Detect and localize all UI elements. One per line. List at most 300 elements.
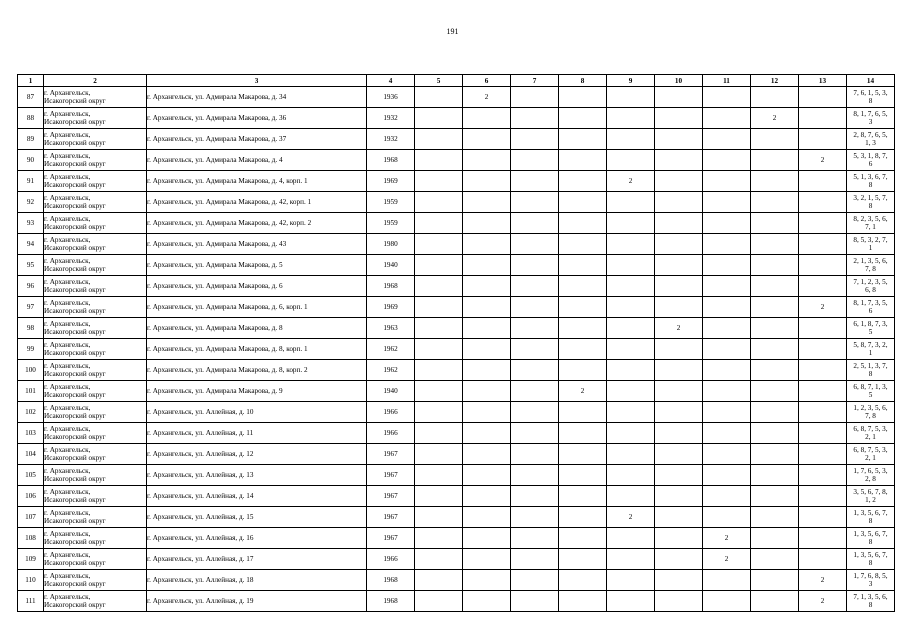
sequence-line-2: 1 — [868, 244, 873, 252]
value-cell-col-11 — [703, 570, 751, 591]
value-cell-col-8 — [559, 192, 607, 213]
location-district: Исакогорский округ — [44, 139, 106, 147]
row-number: 106 — [18, 486, 44, 507]
sequence-line-2: 8 — [868, 370, 873, 378]
value-cell-col-7 — [511, 255, 559, 276]
value-cell-col-5 — [415, 507, 463, 528]
value-cell-col-7 — [511, 213, 559, 234]
table-row — [18, 129, 895, 150]
row-number: 101 — [18, 381, 44, 402]
value-cell-col-13 — [799, 465, 847, 486]
value-cell-col-13 — [799, 129, 847, 150]
row-number: 103 — [18, 423, 44, 444]
row-number: 94 — [18, 234, 44, 255]
year-cell: 1969 — [367, 171, 415, 192]
header-row — [18, 75, 895, 87]
table-row — [18, 276, 895, 297]
value-cell-col-5 — [415, 339, 463, 360]
value-cell-col-11 — [703, 213, 751, 234]
column-header: 9 — [607, 75, 655, 87]
value-cell-col-7 — [511, 108, 559, 129]
address-cell: г. Архангельск, ул. Аллейная, д. 17 — [147, 549, 367, 570]
location-cell — [44, 360, 147, 381]
location-cell — [44, 150, 147, 171]
value-cell-col-12 — [751, 150, 799, 171]
value-cell-col-9 — [607, 255, 655, 276]
value-cell-col-9 — [607, 381, 655, 402]
value-cell-col-9: 2 — [607, 507, 655, 528]
value-cell-col-6 — [463, 150, 511, 171]
address-cell: г. Архангельск, ул. Адмирала Макарова, д. 8, корп. 1 — [147, 339, 367, 360]
value-cell-col-12 — [751, 402, 799, 423]
location-city: г. Архангельск, — [44, 425, 91, 433]
location-city: г. Архангельск, — [44, 299, 91, 307]
value-cell-col-8 — [559, 486, 607, 507]
address-cell: г. Архангельск, ул. Адмирала Макарова, д. 6, корп. 1 — [147, 297, 367, 318]
table-row — [18, 234, 895, 255]
row-number: 110 — [18, 570, 44, 591]
value-cell-col-13 — [799, 381, 847, 402]
value-cell-col-11 — [703, 339, 751, 360]
row-number: 104 — [18, 444, 44, 465]
row-number: 91 — [18, 171, 44, 192]
value-cell-col-12 — [751, 528, 799, 549]
sequence-line-2: 2, 1 — [865, 454, 876, 462]
sequence-cell — [847, 549, 895, 570]
sequence-line-2: 7, 1 — [865, 223, 876, 231]
table-row — [18, 570, 895, 591]
value-cell-col-13 — [799, 318, 847, 339]
value-cell-col-6 — [463, 192, 511, 213]
value-cell-col-7 — [511, 570, 559, 591]
value-cell-col-13 — [799, 87, 847, 108]
sequence-line-2: 7, 8 — [865, 412, 876, 420]
address-cell: г. Архангельск, ул. Адмирала Макарова, д. 43 — [147, 234, 367, 255]
location-cell — [44, 486, 147, 507]
housing-table — [17, 74, 895, 612]
year-cell: 1967 — [367, 444, 415, 465]
value-cell-col-6 — [463, 108, 511, 129]
value-cell-col-8 — [559, 171, 607, 192]
value-cell-col-6 — [463, 423, 511, 444]
location-district: Исакогорский округ — [44, 538, 106, 546]
sequence-line-1: 1, 7, 6, 5, 3, — [853, 467, 888, 475]
value-cell-col-6 — [463, 465, 511, 486]
location-city: г. Архангельск, — [44, 173, 91, 181]
location-city: г. Архангельск, — [44, 320, 91, 328]
value-cell-col-7 — [511, 276, 559, 297]
location-district: Исакогорский округ — [44, 559, 106, 567]
table-row — [18, 339, 895, 360]
value-cell-col-11 — [703, 444, 751, 465]
value-cell-col-10 — [655, 297, 703, 318]
sequence-line-1: 3, 5, 6, 7, 8, — [853, 488, 888, 496]
value-cell-col-11 — [703, 108, 751, 129]
location-cell — [44, 129, 147, 150]
sequence-cell — [847, 444, 895, 465]
value-cell-col-11 — [703, 591, 751, 612]
address-cell: г. Архангельск, ул. Аллейная, д. 15 — [147, 507, 367, 528]
value-cell-col-8 — [559, 213, 607, 234]
value-cell-col-5 — [415, 171, 463, 192]
value-cell-col-8 — [559, 255, 607, 276]
value-cell-col-7 — [511, 549, 559, 570]
row-number: 102 — [18, 402, 44, 423]
row-number: 99 — [18, 339, 44, 360]
sequence-line-2: 6 — [868, 160, 873, 168]
sequence-line-2: 2, 8 — [865, 475, 876, 483]
table-row — [18, 549, 895, 570]
sequence-line-1: 1, 7, 6, 8, 5, — [853, 572, 888, 580]
row-number: 107 — [18, 507, 44, 528]
value-cell-col-6 — [463, 129, 511, 150]
column-header: 1 — [18, 75, 44, 87]
value-cell-col-8 — [559, 318, 607, 339]
value-cell-col-10 — [655, 255, 703, 276]
value-cell-col-11 — [703, 297, 751, 318]
table-row — [18, 507, 895, 528]
value-cell-col-8: 2 — [559, 381, 607, 402]
location-city: г. Архангельск, — [44, 572, 91, 580]
address-cell: г. Архангельск, ул. Адмирала Макарова, д. 4, корп. 1 — [147, 171, 367, 192]
value-cell-col-10 — [655, 339, 703, 360]
value-cell-col-11 — [703, 276, 751, 297]
location-city: г. Архангельск, — [44, 110, 91, 118]
location-cell — [44, 276, 147, 297]
value-cell-col-11 — [703, 171, 751, 192]
address-cell: г. Архангельск, ул. Адмирала Макарова, д. 42, корп. 2 — [147, 213, 367, 234]
year-cell: 1968 — [367, 570, 415, 591]
year-cell: 1969 — [367, 297, 415, 318]
row-number: 92 — [18, 192, 44, 213]
sequence-line-1: 1, 3, 5, 6, 7, — [853, 509, 888, 517]
year-cell: 1980 — [367, 234, 415, 255]
location-city: г. Архангельск, — [44, 236, 91, 244]
value-cell-col-7 — [511, 192, 559, 213]
sequence-line-1: 7, 1, 3, 5, 6, — [853, 593, 888, 601]
value-cell-col-5 — [415, 318, 463, 339]
value-cell-col-10 — [655, 360, 703, 381]
value-cell-col-9 — [607, 423, 655, 444]
sequence-line-1: 7, 1, 2, 3, 5, — [853, 278, 888, 286]
value-cell-col-8 — [559, 360, 607, 381]
location-city: г. Архангельск, — [44, 215, 91, 223]
location-city: г. Архангельск, — [44, 593, 91, 601]
value-cell-col-11 — [703, 402, 751, 423]
value-cell-col-11 — [703, 150, 751, 171]
value-cell-col-5 — [415, 360, 463, 381]
value-cell-col-11 — [703, 423, 751, 444]
location-cell — [44, 234, 147, 255]
location-district: Исакогорский округ — [44, 307, 106, 315]
year-cell: 1962 — [367, 360, 415, 381]
value-cell-col-8 — [559, 150, 607, 171]
value-cell-col-12 — [751, 360, 799, 381]
value-cell-col-11 — [703, 318, 751, 339]
value-cell-col-12 — [751, 297, 799, 318]
sequence-line-2: 8 — [868, 538, 873, 546]
value-cell-col-6 — [463, 486, 511, 507]
value-cell-col-7 — [511, 129, 559, 150]
sequence-line-2: 8 — [868, 97, 873, 105]
value-cell-col-11 — [703, 192, 751, 213]
location-cell — [44, 339, 147, 360]
sequence-cell — [847, 255, 895, 276]
value-cell-col-11: 2 — [703, 549, 751, 570]
value-cell-col-12 — [751, 255, 799, 276]
sequence-line-1: 1, 3, 5, 6, 7, — [853, 530, 888, 538]
value-cell-col-6 — [463, 528, 511, 549]
value-cell-col-13: 2 — [799, 591, 847, 612]
sequence-cell — [847, 360, 895, 381]
value-cell-col-7 — [511, 297, 559, 318]
value-cell-col-5 — [415, 276, 463, 297]
year-cell: 1940 — [367, 381, 415, 402]
value-cell-col-12 — [751, 87, 799, 108]
value-cell-col-8 — [559, 108, 607, 129]
table-row — [18, 591, 895, 612]
sequence-cell — [847, 402, 895, 423]
value-cell-col-6 — [463, 381, 511, 402]
sequence-line-1: 8, 5, 3, 2, 7, — [853, 236, 888, 244]
year-cell: 1959 — [367, 192, 415, 213]
location-district: Исакогорский округ — [44, 580, 106, 588]
row-number: 95 — [18, 255, 44, 276]
value-cell-col-7 — [511, 150, 559, 171]
value-cell-col-12 — [751, 318, 799, 339]
location-cell — [44, 591, 147, 612]
year-cell: 1967 — [367, 465, 415, 486]
column-header: 13 — [799, 75, 847, 87]
sequence-line-2: 3 — [868, 580, 873, 588]
sequence-line-1: 8, 2, 3, 5, 6, — [853, 215, 888, 223]
column-header: 4 — [367, 75, 415, 87]
value-cell-col-9 — [607, 591, 655, 612]
value-cell-col-13 — [799, 360, 847, 381]
year-cell: 1967 — [367, 528, 415, 549]
value-cell-col-9 — [607, 318, 655, 339]
value-cell-col-9 — [607, 549, 655, 570]
sequence-cell — [847, 234, 895, 255]
value-cell-col-12 — [751, 486, 799, 507]
column-header: 8 — [559, 75, 607, 87]
row-number: 90 — [18, 150, 44, 171]
value-cell-col-12 — [751, 570, 799, 591]
value-cell-col-9 — [607, 360, 655, 381]
sequence-line-1: 6, 8, 7, 5, 3, — [853, 446, 888, 454]
value-cell-col-8 — [559, 444, 607, 465]
sequence-line-1: 8, 1, 7, 6, 5, — [853, 110, 888, 118]
year-cell: 1936 — [367, 87, 415, 108]
value-cell-col-10 — [655, 171, 703, 192]
location-cell — [44, 171, 147, 192]
location-city: г. Архангельск, — [44, 362, 91, 370]
year-cell: 1966 — [367, 423, 415, 444]
location-city: г. Архангельск, — [44, 551, 91, 559]
value-cell-col-7 — [511, 465, 559, 486]
value-cell-col-11 — [703, 87, 751, 108]
value-cell-col-12 — [751, 234, 799, 255]
location-district: Исакогорский округ — [44, 286, 106, 294]
sequence-line-1: 2, 1, 3, 5, 6, — [853, 257, 888, 265]
sequence-cell — [847, 381, 895, 402]
sequence-cell — [847, 528, 895, 549]
location-city: г. Архангельск, — [44, 404, 91, 412]
value-cell-col-6 — [463, 255, 511, 276]
table-row — [18, 528, 895, 549]
sequence-line-2: 2, 1 — [865, 433, 876, 441]
location-cell — [44, 444, 147, 465]
sequence-line-1: 5, 8, 7, 3, 2, — [853, 341, 888, 349]
value-cell-col-12 — [751, 381, 799, 402]
value-cell-col-12 — [751, 549, 799, 570]
location-district: Исакогорский округ — [44, 349, 106, 357]
address-cell: г. Архангельск, ул. Аллейная, д. 14 — [147, 486, 367, 507]
sequence-cell — [847, 423, 895, 444]
value-cell-col-5 — [415, 444, 463, 465]
table-row — [18, 318, 895, 339]
location-district: Исакогорский округ — [44, 412, 106, 420]
sequence-line-1: 5, 3, 1, 8, 7, — [853, 152, 888, 160]
column-header: 3 — [147, 75, 367, 87]
table-row — [18, 171, 895, 192]
table-row — [18, 213, 895, 234]
location-district: Исакогорский округ — [44, 370, 106, 378]
location-district: Исакогорский округ — [44, 433, 106, 441]
value-cell-col-6: 2 — [463, 87, 511, 108]
location-cell — [44, 297, 147, 318]
value-cell-col-5 — [415, 570, 463, 591]
value-cell-col-9 — [607, 528, 655, 549]
location-cell — [44, 318, 147, 339]
value-cell-col-5 — [415, 465, 463, 486]
location-cell — [44, 570, 147, 591]
sequence-line-1: 8, 1, 7, 3, 5, — [853, 299, 888, 307]
value-cell-col-13 — [799, 507, 847, 528]
value-cell-col-10 — [655, 507, 703, 528]
table-row — [18, 87, 895, 108]
value-cell-col-8 — [559, 129, 607, 150]
location-district: Исакогорский округ — [44, 97, 106, 105]
value-cell-col-6 — [463, 171, 511, 192]
location-district: Исакогорский округ — [44, 328, 106, 336]
value-cell-col-7 — [511, 234, 559, 255]
value-cell-col-6 — [463, 297, 511, 318]
value-cell-col-10 — [655, 549, 703, 570]
address-cell: г. Архангельск, ул. Адмирала Макарова, д. 5 — [147, 255, 367, 276]
value-cell-col-7 — [511, 591, 559, 612]
value-cell-col-12 — [751, 339, 799, 360]
sequence-cell — [847, 192, 895, 213]
sequence-cell — [847, 108, 895, 129]
value-cell-col-5 — [415, 297, 463, 318]
value-cell-col-11 — [703, 465, 751, 486]
sequence-cell — [847, 591, 895, 612]
sequence-cell — [847, 339, 895, 360]
sequence-line-1: 2, 5, 1, 3, 7, — [853, 362, 888, 370]
value-cell-col-11 — [703, 507, 751, 528]
value-cell-col-6 — [463, 360, 511, 381]
value-cell-col-8 — [559, 570, 607, 591]
value-cell-col-6 — [463, 591, 511, 612]
year-cell: 1959 — [367, 213, 415, 234]
address-cell: г. Архангельск, ул. Адмирала Макарова, д. 9 — [147, 381, 367, 402]
value-cell-col-7 — [511, 528, 559, 549]
value-cell-col-11 — [703, 486, 751, 507]
value-cell-col-5 — [415, 234, 463, 255]
value-cell-col-9 — [607, 192, 655, 213]
table-row — [18, 423, 895, 444]
location-cell — [44, 213, 147, 234]
sequence-line-2: 6 — [868, 307, 873, 315]
year-cell: 1932 — [367, 129, 415, 150]
sequence-line-2: 1 — [868, 349, 873, 357]
value-cell-col-10 — [655, 423, 703, 444]
value-cell-col-9 — [607, 129, 655, 150]
value-cell-col-8 — [559, 276, 607, 297]
value-cell-col-9 — [607, 570, 655, 591]
sequence-line-2: 7, 8 — [865, 265, 876, 273]
sequence-line-2: 8 — [868, 202, 873, 210]
value-cell-col-10 — [655, 87, 703, 108]
value-cell-col-11 — [703, 129, 751, 150]
value-cell-col-13 — [799, 423, 847, 444]
location-city: г. Архангельск, — [44, 509, 91, 517]
location-district: Исакогорский округ — [44, 475, 106, 483]
sequence-line-2: 8 — [868, 517, 873, 525]
location-city: г. Архангельск, — [44, 530, 91, 538]
row-number: 108 — [18, 528, 44, 549]
value-cell-col-9: 2 — [607, 171, 655, 192]
sequence-line-2: 6, 8 — [865, 286, 876, 294]
value-cell-col-10 — [655, 486, 703, 507]
value-cell-col-9 — [607, 402, 655, 423]
address-cell: г. Архангельск, ул. Адмирала Макарова, д. 4 — [147, 150, 367, 171]
table-row — [18, 402, 895, 423]
location-district: Исакогорский округ — [44, 202, 106, 210]
value-cell-col-11 — [703, 360, 751, 381]
value-cell-col-12 — [751, 444, 799, 465]
value-cell-col-9 — [607, 87, 655, 108]
value-cell-col-12 — [751, 423, 799, 444]
sequence-line-1: 3, 2, 1, 5, 7, — [853, 194, 888, 202]
location-cell — [44, 507, 147, 528]
location-city: г. Архангельск, — [44, 278, 91, 286]
location-district: Исакогорский округ — [44, 454, 106, 462]
sequence-line-2: 1, 3 — [865, 139, 876, 147]
address-cell: г. Архангельск, ул. Адмирала Макарова, д. 36 — [147, 108, 367, 129]
value-cell-col-10 — [655, 276, 703, 297]
row-number: 96 — [18, 276, 44, 297]
value-cell-col-8 — [559, 549, 607, 570]
value-cell-col-12 — [751, 507, 799, 528]
value-cell-col-6 — [463, 507, 511, 528]
value-cell-col-10 — [655, 381, 703, 402]
value-cell-col-5 — [415, 192, 463, 213]
value-cell-col-7 — [511, 444, 559, 465]
value-cell-col-10 — [655, 402, 703, 423]
value-cell-col-10 — [655, 570, 703, 591]
value-cell-col-6 — [463, 213, 511, 234]
year-cell: 1968 — [367, 591, 415, 612]
table-row — [18, 108, 895, 129]
row-number: 111 — [18, 591, 44, 612]
value-cell-col-10 — [655, 129, 703, 150]
column-header: 5 — [415, 75, 463, 87]
location-city: г. Архангельск, — [44, 152, 91, 160]
value-cell-col-5 — [415, 255, 463, 276]
value-cell-col-8 — [559, 528, 607, 549]
